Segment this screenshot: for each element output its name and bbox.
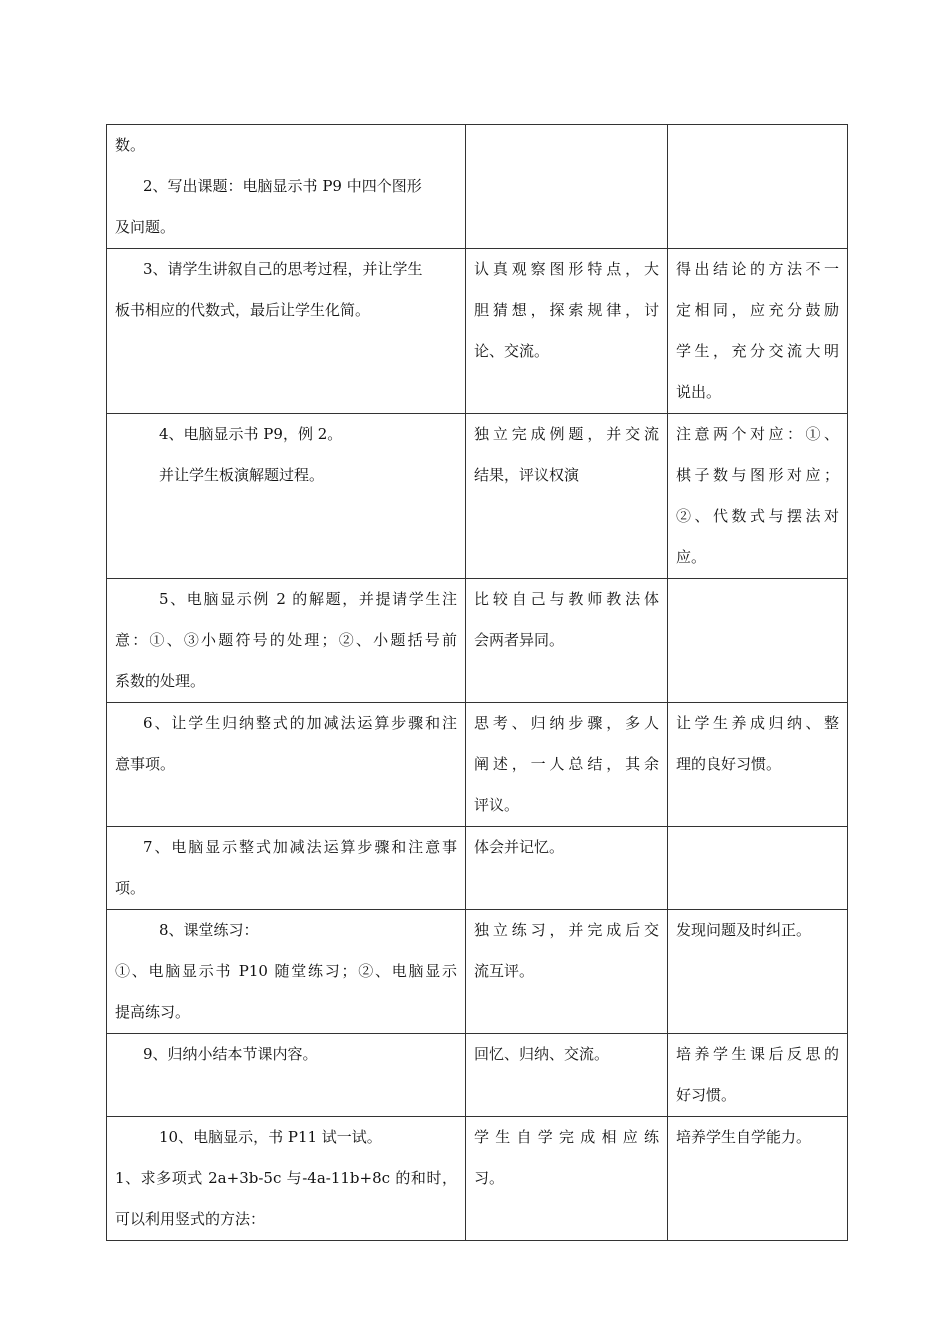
teacher-activity-cell (107, 414, 466, 579)
text-line: 7、电脑显示整式加减法运算步骤和注意事 (143, 838, 457, 856)
text-line: 论、交流。 (474, 342, 550, 360)
text-line: 意：①、③小题符号的处理；②、小题括号前 (115, 631, 457, 649)
text-line: 应。 (676, 548, 707, 566)
text-line: 得出结论的方法不一 (676, 260, 839, 278)
student-activity-cell (466, 579, 668, 703)
text-line: ②、代数式与摆法对 (676, 507, 839, 525)
teacher-activity-cell (107, 1117, 466, 1241)
table-row (107, 414, 848, 579)
text-line: 培养学生课后反思的 (676, 1045, 839, 1063)
table-row (107, 249, 848, 414)
teacher-activity-cell (107, 125, 466, 249)
design-intent-cell (668, 703, 848, 827)
table-row (107, 579, 848, 703)
text-line: 理的良好习惯。 (676, 755, 782, 773)
text-line: 5、电脑显示例 2 的解题，并提请学生注 (159, 590, 457, 608)
student-activity-cell (466, 910, 668, 1034)
text-line: 定相同，应充分鼓励 (676, 301, 839, 319)
text-line: 思考、归纳步骤，多人 (474, 714, 659, 732)
student-activity-cell (466, 703, 668, 827)
teacher-activity-cell (107, 1034, 466, 1117)
text-line: 可以利用竖式的方法： (115, 1210, 266, 1228)
text-line: 项。 (115, 879, 146, 897)
text-line: 流互评。 (474, 962, 535, 980)
text-line: 并让学生板演解题过程。 (159, 466, 325, 484)
text-line: 学生，充分交流大明 (676, 342, 839, 360)
text-line: 好习惯。 (676, 1086, 737, 1104)
text-line: 棋子数与图形对应； (676, 466, 839, 484)
text-line: 注意两个对应：①、 (676, 425, 839, 443)
text-line: 独立练习，并完成后交 (474, 921, 659, 939)
text-line: 8、课堂练习： (159, 921, 259, 939)
table-row (107, 703, 848, 827)
table-row (107, 827, 848, 910)
design-intent-cell (668, 249, 848, 414)
text-line: 9、归纳小结本节课内容。 (143, 1045, 318, 1063)
text-line: 会两者异同。 (474, 631, 565, 649)
student-activity-cell (466, 1034, 668, 1117)
text-line: 认真观察图形特点，大 (474, 260, 659, 278)
teacher-activity-cell (107, 827, 466, 910)
student-activity-cell (466, 1117, 668, 1241)
text-line: 胆猜想，探索规律，讨 (474, 301, 659, 319)
design-intent-cell (668, 1117, 848, 1241)
text-line: 独立完成例题，并交流 (474, 425, 659, 443)
table-row (107, 910, 848, 1034)
text-line: 发现问题及时纠正。 (676, 921, 812, 939)
text-line: 体会并记忆。 (474, 838, 565, 856)
table-row (107, 125, 848, 249)
teacher-activity-cell (107, 910, 466, 1034)
design-intent-cell (668, 579, 848, 703)
text-line: 及问题。 (115, 218, 176, 236)
student-activity-cell (466, 414, 668, 579)
teacher-activity-cell (107, 703, 466, 827)
text-line: 回忆、归纳、交流。 (474, 1045, 610, 1063)
text-line: 10、电脑显示，书 P11 试一试。 (159, 1128, 382, 1146)
text-line: 评议。 (474, 796, 520, 814)
text-line: 系数的处理。 (115, 672, 206, 690)
text-line: 4、电脑显示书 P9，例 2。 (159, 425, 343, 443)
text-line: 板书相应的代数式，最后让学生化简。 (115, 301, 371, 319)
text-line: ①、电脑显示书 P10 随堂练习；②、电脑显示 (115, 962, 457, 980)
design-intent-cell (668, 827, 848, 910)
student-activity-cell (466, 125, 668, 249)
teacher-activity-cell (107, 249, 466, 414)
design-intent-cell (668, 1034, 848, 1117)
lesson-plan-table (106, 124, 848, 1241)
design-intent-cell (668, 414, 848, 579)
text-line: 阐述，一人总结，其余 (474, 755, 659, 773)
text-line: 学生自学完成相应练 (474, 1128, 659, 1146)
text-line: 意事项。 (115, 755, 176, 773)
text-line: 结果，评议权演 (474, 466, 580, 484)
table-row (107, 1117, 848, 1241)
text-line: 提高练习。 (115, 1003, 191, 1021)
student-activity-cell (466, 249, 668, 414)
student-activity-cell (466, 827, 668, 910)
design-intent-cell (668, 125, 848, 249)
text-line: 说出。 (676, 383, 722, 401)
text-line: 培养学生自学能力。 (676, 1128, 812, 1146)
text-line: 6、让学生归纳整式的加减法运算步骤和注 (143, 714, 457, 732)
text-line: 让学生养成归纳、整 (676, 714, 839, 732)
design-intent-cell (668, 910, 848, 1034)
text-line: 1、求多项式 2a+3b-5c 与-4a-11b+8c 的和时， (115, 1169, 457, 1187)
text-line: 3、请学生讲叙自己的思考过程，并让学生 (143, 260, 423, 278)
text-line: 比较自己与教师教法体 (474, 590, 659, 608)
text-line: 数。 (115, 136, 146, 154)
text-line: 习。 (474, 1169, 505, 1187)
text-line: 2、写出课题：电脑显示书 P9 中四个图形 (143, 177, 422, 195)
teacher-activity-cell (107, 579, 466, 703)
table-row (107, 1034, 848, 1117)
